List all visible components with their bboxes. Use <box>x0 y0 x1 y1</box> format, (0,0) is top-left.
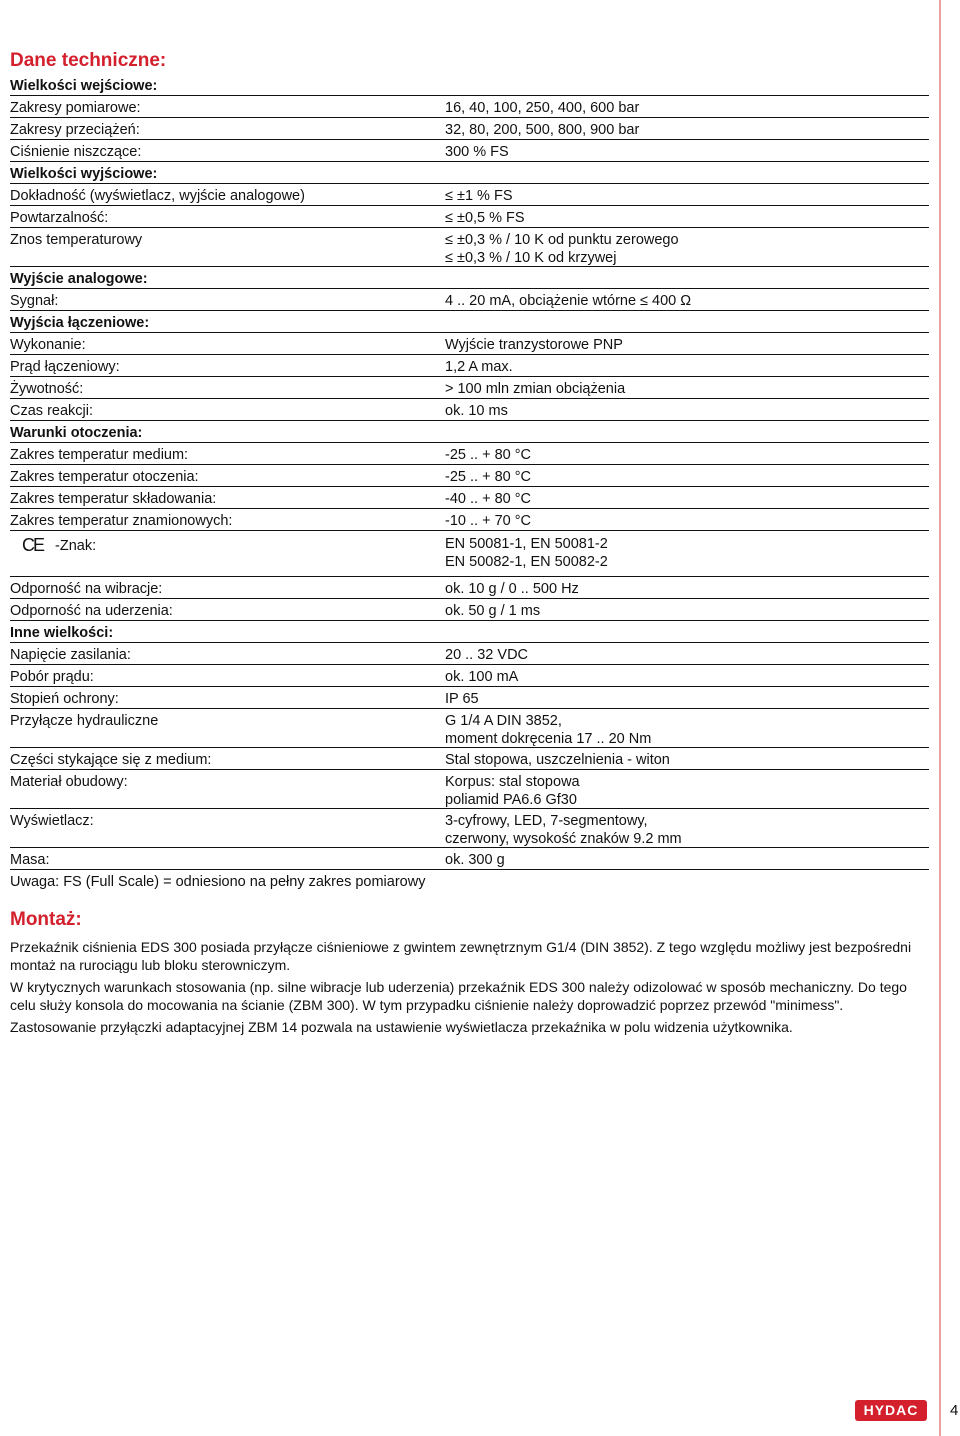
montaz-heading: Montaż: <box>10 909 82 930</box>
spec-label: Zakres temperatur medium: <box>10 447 189 463</box>
spec-table <box>10 74 929 891</box>
spec-row <box>10 770 929 809</box>
spec-label: Dokładność (wyświetlacz, wyjście analogowe) <box>10 188 305 204</box>
spec-value <box>445 468 531 486</box>
spec-value <box>445 602 540 620</box>
spec-row <box>10 487 929 509</box>
note-text: Uwaga: FS (Full Scale) = odniesiono na pełny zakres pomiarowy <box>10 874 426 890</box>
spec-value-line: moment dokręcenia 17 .. 20 Nm <box>445 731 652 747</box>
spec-value <box>445 751 670 769</box>
spec-value-line: 32, 80, 200, 500, 800, 900 bar <box>445 122 640 138</box>
montaz-paragraph: W krytycznych warunkach stosowania (np. silne wibracje lub uderzenia) przekaźnik EDS 300 należy odizolować w sposób mechaniczny. Do tego celu służy konsola do mocowania na ścianie (ZBM 300). W tym przypadku ciśnienie należy doprowadzić poprzez przewód "minimess". <box>10 979 907 1013</box>
spec-row <box>10 399 929 421</box>
spec-value <box>445 336 623 354</box>
spec-value <box>445 231 679 267</box>
spec-label: Prąd łączeniowy: <box>10 359 120 375</box>
spec-label: Powtarzalność: <box>10 210 109 226</box>
page-title: Dane techniczne: <box>10 50 167 71</box>
ce-mark-icon: CE <box>22 535 44 555</box>
spec-label: Masa: <box>10 852 50 868</box>
section-heading-row <box>10 421 929 443</box>
spec-row <box>10 443 929 465</box>
spec-value <box>445 292 691 310</box>
spec-value <box>445 773 580 809</box>
section-heading-row <box>10 621 929 643</box>
spec-value <box>445 535 608 571</box>
page-number: 4 <box>950 1402 959 1419</box>
spec-label: Czas reakcji: <box>10 403 93 419</box>
section-heading-row <box>10 267 929 289</box>
spec-row <box>10 206 929 228</box>
spec-label: Znos temperaturowy <box>10 232 143 248</box>
spec-label: Odporność na uderzenia: <box>10 603 173 619</box>
spec-label: -Znak: <box>55 538 97 554</box>
spec-label: Zakres temperatur otoczenia: <box>10 469 199 485</box>
section-heading: Wyjście analogowe: <box>10 271 148 287</box>
spec-row <box>10 355 929 377</box>
spec-label: Zakres temperatur składowania: <box>10 491 217 507</box>
spec-value-line: 4 .. 20 mA, obciążenie wtórne ≤ 400 Ω <box>445 293 692 309</box>
section-heading: Wyjścia łączeniowe: <box>10 315 150 331</box>
spec-value-line: czerwony, wysokość znaków 9.2 mm <box>445 831 682 847</box>
section-heading: Warunki otoczenia: <box>10 425 143 441</box>
spec-row <box>10 118 929 140</box>
spec-row <box>10 599 929 621</box>
spec-value-line: poliamid PA6.6 Gf30 <box>445 792 577 808</box>
montaz-text <box>10 938 928 1040</box>
montaz-paragraph: Przekaźnik ciśnienia EDS 300 posiada przyłącze ciśnieniowe z gwintem zewnętrznym G1/4 (DIN 3852). Z tego względu możliwy jest bezpośredni montaż na rurociągu lub bloku sterowniczym. <box>10 939 912 973</box>
spec-value-line: ≤ ±0,5 % FS <box>445 210 525 226</box>
spec-value <box>445 668 518 686</box>
spec-label: Wyświetlacz: <box>10 813 94 829</box>
spec-row <box>10 848 929 870</box>
spec-label: Odporność na wibracje: <box>10 581 163 597</box>
spec-value <box>445 812 682 848</box>
spec-value-line: G 1/4 A DIN 3852, <box>445 713 562 729</box>
spec-label: Materiał obudowy: <box>10 774 128 790</box>
spec-value-line: -10 .. + 70 °C <box>445 513 531 529</box>
spec-row <box>10 809 929 848</box>
spec-value-line: Korpus: stal stopowa <box>445 774 580 790</box>
spec-row <box>10 184 929 206</box>
spec-value-line: -25 .. + 80 °C <box>445 469 531 485</box>
spec-row <box>10 687 929 709</box>
spec-value <box>445 187 513 205</box>
spec-row <box>10 377 929 399</box>
spec-row <box>10 228 929 267</box>
note-row <box>10 870 929 891</box>
spec-value-line: ok. 10 g / 0 .. 500 Hz <box>445 581 579 597</box>
spec-value <box>445 402 508 420</box>
montaz-paragraph: Zastosowanie przyłączki adaptacyjnej ZBM 14 pozwala na ustawienie wyświetlacza przekaźnika w polu widzenia użytkownika. <box>10 1019 793 1035</box>
page-edge-line <box>939 0 941 1436</box>
section-heading-row <box>10 74 929 96</box>
spec-value-line: > 100 mln zmian obciążenia <box>445 381 626 397</box>
spec-value-line: ok. 50 g / 1 ms <box>445 603 541 619</box>
spec-row <box>10 665 929 687</box>
spec-row <box>10 531 929 577</box>
spec-row <box>10 509 929 531</box>
spec-value-line: ok. 100 mA <box>445 669 519 685</box>
spec-value <box>445 99 639 117</box>
spec-label: Ciśnienie niszczące: <box>10 144 142 160</box>
spec-value <box>445 512 531 530</box>
spec-label: Wykonanie: <box>10 337 86 353</box>
spec-row <box>10 465 929 487</box>
spec-label: Pobór prądu: <box>10 669 94 685</box>
spec-value-line: IP 65 <box>445 691 479 707</box>
spec-value <box>445 121 639 139</box>
section-heading-row <box>10 311 929 333</box>
spec-label: Zakresy przeciążeń: <box>10 122 140 138</box>
section-heading-row <box>10 162 929 184</box>
spec-value-line: 16, 40, 100, 250, 400, 600 bar <box>445 100 640 116</box>
spec-label: Części stykające się z medium: <box>10 752 212 768</box>
spec-value-line: 3-cyfrowy, LED, 7-segmentowy, <box>445 813 648 829</box>
spec-value <box>445 690 479 708</box>
spec-value <box>445 380 625 398</box>
spec-row <box>10 748 929 770</box>
spec-row <box>10 709 929 748</box>
spec-value-line: ok. 10 ms <box>445 403 508 419</box>
spec-value-line: ok. 300 g <box>445 852 505 868</box>
spec-value <box>445 446 531 464</box>
spec-label: Sygnał: <box>10 293 59 309</box>
spec-label: Zakres temperatur znamionowych: <box>10 513 233 529</box>
spec-value-line: ≤ ±1 % FS <box>445 188 513 204</box>
spec-value-line: EN 50081-1, EN 50081-2 <box>445 536 608 552</box>
spec-row <box>10 140 929 162</box>
spec-value <box>445 143 509 161</box>
spec-value-line: -25 .. + 80 °C <box>445 447 531 463</box>
hydac-logo: HYDAC <box>855 1400 927 1421</box>
spec-row <box>10 643 929 665</box>
spec-value <box>445 358 513 376</box>
section-heading: Wielkości wyjściowe: <box>10 166 158 182</box>
spec-value-line: ≤ ±0,3 % / 10 K od krzywej <box>445 250 617 266</box>
spec-row <box>10 96 929 118</box>
section-heading: Wielkości wejściowe: <box>10 78 158 94</box>
spec-value <box>445 646 528 664</box>
spec-label: Zakresy pomiarowe: <box>10 100 141 116</box>
spec-value <box>445 490 531 508</box>
spec-label: Przyłącze hydrauliczne <box>10 713 159 729</box>
spec-value-line: 300 % FS <box>445 144 509 160</box>
section-heading: Inne wielkości: <box>10 625 114 641</box>
ce-label <box>10 535 96 555</box>
spec-value <box>445 851 505 869</box>
spec-value-line: -40 .. + 80 °C <box>445 491 531 507</box>
spec-value-line: Wyjście tranzystorowe PNP <box>445 337 623 353</box>
spec-value <box>445 209 525 227</box>
spec-value-line: EN 50082-1, EN 50082-2 <box>445 554 608 570</box>
spec-value-line: Stal stopowa, uszczelnienia - witon <box>445 752 670 768</box>
spec-label: Napięcie zasilania: <box>10 647 131 663</box>
spec-value-line: 20 .. 32 VDC <box>445 647 529 663</box>
spec-value <box>445 712 651 748</box>
spec-row <box>10 333 929 355</box>
spec-label: Stopień ochrony: <box>10 691 119 707</box>
spec-value-line: ≤ ±0,3 % / 10 K od punktu zerowego <box>445 232 679 248</box>
spec-row <box>10 577 929 599</box>
spec-value <box>445 580 579 598</box>
spec-row <box>10 289 929 311</box>
spec-label: Żywotność: <box>10 381 84 397</box>
spec-value-line: 1,2 A max. <box>445 359 513 375</box>
